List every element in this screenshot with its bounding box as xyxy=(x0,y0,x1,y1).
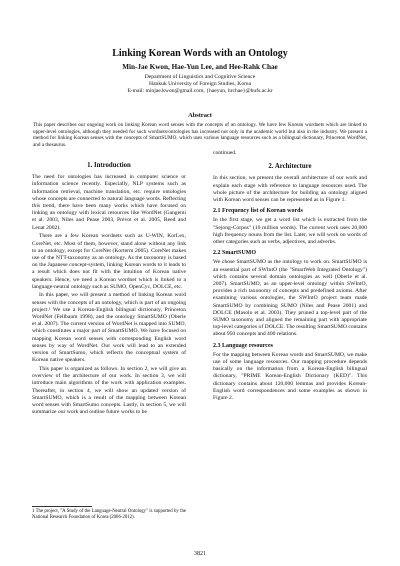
architecture-paragraph: In this section, we present the overall architecture of our work and explain each stage with reference to language resources used. The whole picture of the architecture for building an ontology aligned with Korean word senses can be represented as in Figure 1. xyxy=(213,175,367,204)
language-resources-paragraph: For the mapping between Korean words and SmartSUMO, we make use of some language resources. Our mapping procedure depends basically on the information from a Korean-English bilingual dictionary, "PRIME Korean-English Dictionary (KED)". This dictionary contains about 120,000 lemmas and provides Korean-English word correspondences and some examples as shown in Figure 2. xyxy=(213,351,367,402)
right-column xyxy=(213,150,367,404)
affiliation-department: Department of Linguistics and Cognitive Science xyxy=(144,74,256,80)
abstract-text: This paper describes our ongoing work on linking Korean word senses with the concepts of an ontology. We have few Korean wordnets which are linked to upper-level ontologies, although they needed for such wordnets/ontologies has increased not only in the academic world but also in the industry. We present a method for linking Korean senses with the concepts of SmartSUMO, which uses various language resources such as a bilingual dictionary, Princeton WordNet, and a thesaurus. xyxy=(33,122,367,148)
paper-title: Linking Korean Words with an Ontology xyxy=(112,48,288,59)
continued-text: continued. xyxy=(213,150,237,156)
intro-paragraph: There are a few Korean wordnets such as U-WIN, KorLex, CoreNet, etc. Most of them, however, stand alone without any link to an ontology, except for CoreNet (Korterm 2005). CoreNet makes use of the NTT-taxonomy as an ontology. As the taxonomy is based on the Japanese concept-system, linking Korean words to it leads to a result which does not fit with the intuition of Korean native speakers. Hence, we need a Korean wordnet which is linked to a language-neutral ontology such as SUMO, OpenCyc, DOLCE, etc. xyxy=(32,233,186,290)
subsection-heading-smartsumo: 2.2 SmartSUMO xyxy=(213,250,256,257)
affiliation-email: E-mail: minjae.kwon@gmail.com, {haeyun, hrchae}@hufs.ac.kr xyxy=(127,88,273,94)
affiliation-university: Hankuk University of Foreign Studies, Korea xyxy=(149,81,251,87)
section-heading-architecture: 2. Architecture xyxy=(268,163,312,171)
intro-paragraph: The need for ontologies has increased in computer science or information science recently. Especially, NLP systems such as information retrieval, machine translation, etc. require ontologies whose concepts are connected to natural language words. Reflecting this trend, there have been many works which have focused on linking an ontology with lexical resources like WordNet (Gangemi et al. 2003, Niles and Pease 2003, Prévot et al. 2005, Reed and Lenat 2002). xyxy=(32,174,186,231)
paper-authors: Min-Jae Kwon, Hae-Yun Lee, and Hee-Rahk Chae xyxy=(122,63,278,71)
intro-paragraph: In this paper, we will present a method of linking Korean word senses with the concepts of an ontology, which is part of an ongoing project.¹ We use a Korean-English bilingual dictionary, Princeton WordNet (Fellbaum 1998), and the ontology SmartSUMO (Oberle et al. 2007). The current version of WordNet is mapped into SUMO, which constitutes a major part of SmartSUMO. We have focused on mapping Korean word senses with corresponding English word senses by way of WordNet. Our work will lead to an extended version of SmartSumo, which reflects the conceptual system of Korean native speakers. xyxy=(32,292,186,364)
frequency-paragraph: In the first stage, we get a word list which is extracted from the "Sejong-Corpus" (10 million words). The current work uses 20,000 high frequency nouns from the list. Later, we will work on words of other categories such as verbs, adjectives, and adverbs. xyxy=(213,217,367,246)
subsection-heading-frequency: 2.1 Frequency list of Korean words xyxy=(213,208,303,215)
intro-paragraph: This paper is organized as follows. In section 2, we will give an overview of the architecture of our work. In section 3, we will introduce main algorithms of the work with application examples. Thereafter, in section 4, we will show an updated version of SmartSUMO, which is a result of the mapping between Korean word senses with SmartSumo concepts. Lastly, in section 5, we will summarize our work and outline future works to be xyxy=(32,365,186,416)
smartsumo-paragraph: We chose SmartSUMO as the ontology to work on. SmartSUMO is an essential part of SWIntO (the "SmartWeb Integrated Ontology") which contains several domain ontologies as well (Oberle et al. 2007). SmartSUMO, as an upper-level ontology within SWIntO, provides a rich taxonomy of concepts and predefined axioms. After examining various ontologies, the SWIntO project team made SmartSUMO by combining SUMO (Niles and Pease 2001) and DOLCE (Masolo et al. 2003). They pruned a top-level part of the SUMO taxonomy and aligned the remaining part with appropriate top-level categories of DOLCE. The resulting SmartSUMO contains about 950 concepts and 400 relations. xyxy=(213,259,367,338)
left-column xyxy=(32,156,186,418)
subsection-heading-language-resources: 2.3 Language resources xyxy=(213,342,273,349)
footnote: 1 The project, "A Study of the Language-Neutral Ontology" is supported by the National Research Foundation of Korea (2006-2012). xyxy=(32,509,186,520)
section-heading-introduction: 1. Introduction xyxy=(87,162,131,169)
footnote-rule xyxy=(32,506,92,507)
page-number: 3821 xyxy=(194,551,206,557)
abstract-heading: Abstract xyxy=(188,112,212,119)
